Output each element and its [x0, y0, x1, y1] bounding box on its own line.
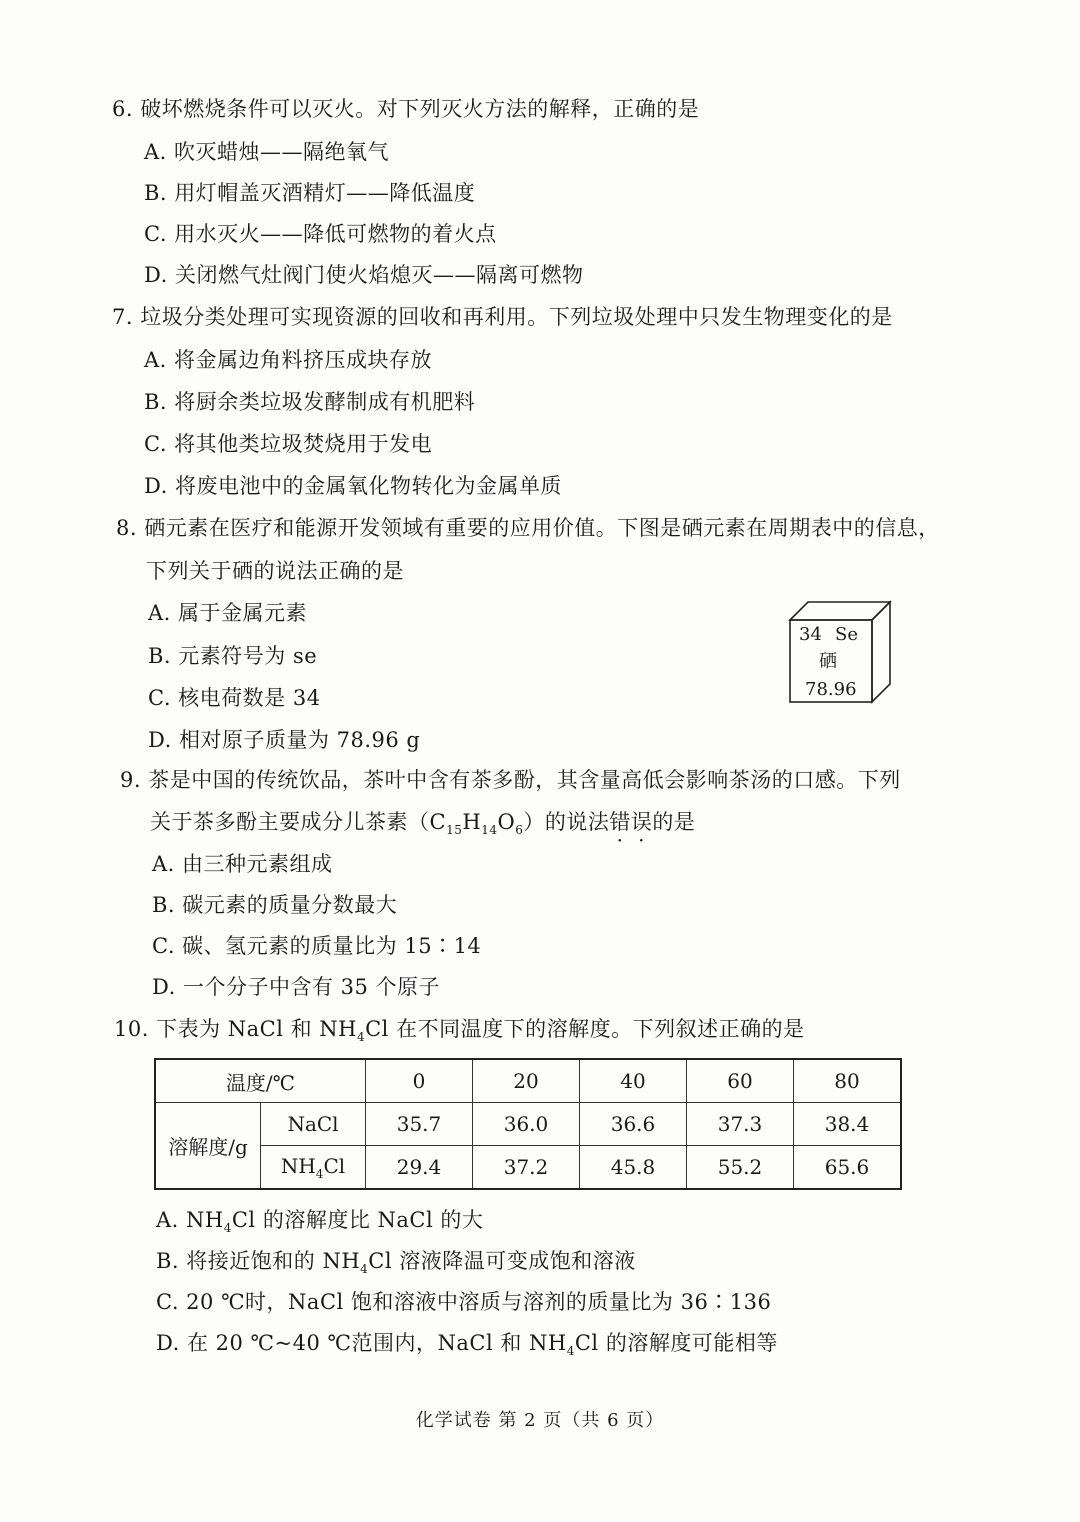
option-text: Cl 的溶解度可能相等 — [574, 1331, 778, 1355]
q10-option-a — [156, 1206, 483, 1242]
formula-subscript: 14 — [481, 823, 498, 838]
q10-option-c: C. 20 ℃时，NaCl 饱和溶液中溶质与溶剂的质量比为 36∶136 — [156, 1290, 772, 1314]
q9-option-a: A. 由三种元素组成 — [152, 852, 333, 876]
formula-subscript: 6 — [515, 823, 524, 838]
q10-stem-text: Cl 在不同温度下的溶解度。下列叙述正确的是 — [365, 1017, 805, 1041]
table-row — [155, 1059, 901, 1103]
element-name: 硒 — [819, 651, 837, 672]
table-cell: 37.3 — [687, 1103, 794, 1146]
formula-element: Cl — [323, 1153, 346, 1178]
element-atomic-number: 34 — [799, 624, 822, 645]
formula-element: NH — [280, 1153, 316, 1178]
formula-subscript: 4 — [223, 1221, 232, 1236]
q6-option-b: B. 用灯帽盖灭酒精灯——降低温度 — [144, 181, 476, 205]
q6-option-c: C. 用水灭火——降低可燃物的着火点 — [144, 222, 497, 246]
q10-option-b — [156, 1247, 636, 1283]
nacl-label: NaCl — [261, 1103, 366, 1146]
solubility-table — [154, 1058, 902, 1190]
q8-stem-line2: 下列关于硒的说法正确的是 — [146, 559, 404, 583]
q8-option-b: B. 元素符号为 se — [148, 644, 318, 668]
formula-subscript: 4 — [315, 1166, 324, 1181]
q6-stem: 6. 破坏燃烧条件可以灭火。对下列灭火方法的解释，正确的是 — [112, 97, 700, 121]
table-cell: 20 — [473, 1059, 580, 1103]
formula-element: O — [497, 810, 516, 834]
formula-element: H — [462, 810, 482, 834]
q7-option-b: B. 将厨余类垃圾发酵制成有机肥料 — [144, 390, 476, 414]
table-cell: 80 — [794, 1059, 902, 1103]
table-cell: 37.2 — [473, 1146, 580, 1190]
formula-subscript: 4 — [360, 1262, 369, 1277]
q6-option-d: D. 关闭燃气灶阀门使火焰熄灭——隔离可燃物 — [144, 263, 584, 287]
q7-option-d: D. 将废电池中的金属氧化物转化为金属单质 — [144, 474, 562, 498]
table-cell: 55.2 — [687, 1146, 794, 1190]
q9-stem-line1: 9. 茶是中国的传统饮品，茶叶中含有茶多酚，其含量高低会影响茶汤的口感。下列 — [120, 768, 901, 792]
formula-subscript: 15 — [446, 823, 463, 838]
temp-header: 温度/℃ — [155, 1059, 366, 1103]
q7-option-c: C. 将其他类垃圾焚烧用于发电 — [144, 432, 433, 456]
solubility-header: 溶解度/g — [155, 1103, 261, 1190]
page-footer: 化学试卷 第 2 页（共 6 页） — [415, 1410, 665, 1431]
q9-option-d: D. 一个分子中含有 35 个原子 — [152, 975, 441, 999]
selenium-element-card — [788, 600, 892, 704]
table-cell: 36.6 — [580, 1103, 687, 1146]
formula-subscript: 4 — [566, 1344, 575, 1359]
q10-option-d — [156, 1329, 778, 1365]
q6-option-a: A. 吹灭蜡烛——隔绝氧气 — [144, 140, 390, 164]
table-cell: 40 — [580, 1059, 687, 1103]
table-cell: 29.4 — [366, 1146, 473, 1190]
table-cell: 38.4 — [794, 1103, 902, 1146]
table-cell: 60 — [687, 1059, 794, 1103]
q9-stem-text: 关于茶多酚主要成分儿茶素（C — [150, 810, 447, 834]
q7-stem: 7. 垃圾分类处理可实现资源的回收和再利用。下列垃圾处理中只发生物理变化的是 — [112, 305, 893, 329]
q10-stem — [114, 1015, 805, 1051]
option-text: Cl 的溶解度比 NaCl 的大 — [231, 1208, 484, 1232]
q9-option-c: C. 碳、氢元素的质量比为 15∶14 — [152, 934, 482, 958]
formula-subscript: 4 — [356, 1030, 366, 1045]
option-text: D. 在 20 ℃~40 ℃范围内，NaCl 和 NH — [156, 1331, 567, 1355]
table-cell: 45.8 — [580, 1146, 687, 1190]
option-text: Cl 溶液降温可变成饱和溶液 — [368, 1249, 636, 1273]
nh4cl-label — [261, 1146, 366, 1190]
emphasis-char: 错 — [609, 810, 631, 834]
q9-stem-line2 — [150, 808, 695, 844]
element-atomic-mass: 78.96 — [805, 679, 857, 700]
table-cell: 0 — [366, 1059, 473, 1103]
q9-option-b: B. 碳元素的质量分数最大 — [152, 893, 398, 917]
table-row — [155, 1146, 901, 1190]
emphasis-char: 误 — [630, 810, 653, 834]
q9-stem-text: ）的说法 — [523, 810, 610, 834]
element-symbol: Se — [835, 624, 858, 645]
q10-stem-text: 10. 下表为 NaCl 和 NH — [114, 1017, 357, 1041]
q8-stem-line1: 8. 硒元素在医疗和能源开发领域有重要的应用价值。下图是硒元素在周期表中的信息， — [116, 516, 940, 540]
q8-option-d: D. 相对原子质量为 78.96 g — [148, 728, 421, 752]
q8-option-c: C. 核电荷数是 34 — [148, 686, 321, 710]
q8-option-a: A. 属于金属元素 — [148, 601, 308, 625]
table-row — [155, 1103, 901, 1146]
q7-option-a: A. 将金属边角料挤压成块存放 — [144, 348, 433, 372]
option-text: B. 将接近饱和的 NH — [156, 1249, 361, 1273]
table-cell: 65.6 — [794, 1146, 902, 1190]
table-cell: 35.7 — [366, 1103, 473, 1146]
option-text: A. NH — [156, 1208, 224, 1232]
q9-stem-text: 的是 — [652, 810, 696, 834]
table-cell: 36.0 — [473, 1103, 580, 1146]
